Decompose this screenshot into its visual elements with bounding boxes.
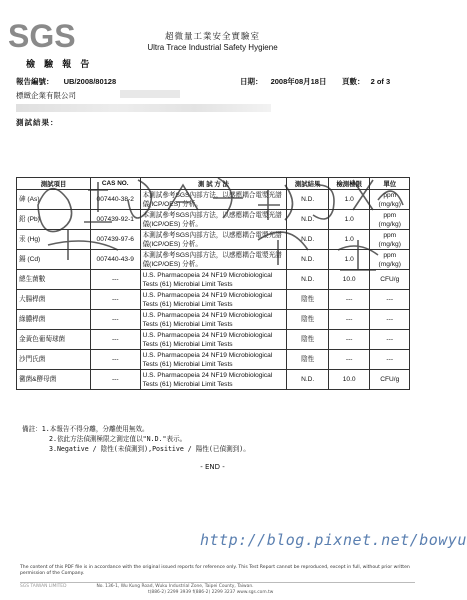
cell-limit: 10.0 xyxy=(328,370,370,390)
cell-method: U.S. Pharmacopeia 24 NF19 Microbiological Tests (61) Microbial Limit Tests xyxy=(140,270,287,290)
cell-method: U.S. Pharmacopeia 24 NF19 Microbiological Tests (61) Microbial Limit Tests xyxy=(140,290,287,310)
disclaimer-text: The content of this PDF file is in accordance with the original issued reports for reference only. This Test Report cannot be reproduced, except in full, without prior written permission of the Company. xyxy=(20,565,410,576)
cell-result: 陰性 xyxy=(287,350,329,370)
notes-label: 備註： xyxy=(22,425,42,433)
doc-title: 檢 驗 報 告 xyxy=(26,60,93,70)
cell-unit: CFU/g xyxy=(370,370,410,390)
cell-result: N.D. xyxy=(287,190,329,210)
cell-method: U.S. Pharmacopeia 24 NF19 Microbiological Tests (61) Microbial Limit Tests xyxy=(140,330,287,350)
table-row xyxy=(17,310,410,330)
cell-limit: --- xyxy=(328,290,370,310)
cell-item: 砷 (As) xyxy=(17,190,91,210)
footer-address: No. 136-1, Wu Kung Road, Wuku Industrial Zone, Taipei County, Taiwan. xyxy=(96,584,254,589)
cell-method: U.S. Pharmacopeia 24 NF19 Microbiological Tests (61) Microbial Limit Tests xyxy=(140,310,287,330)
col-result-header: 測試結果 xyxy=(287,178,329,190)
cell-result: N.D. xyxy=(287,210,329,230)
cell-method: U.S. Pharmacopeia 24 NF19 Microbiological Tests (61) Microbial Limit Tests xyxy=(140,370,287,390)
cell-cas: 007440-43-9 xyxy=(90,250,140,270)
cell-unit: --- xyxy=(370,350,410,370)
cell-unit: --- xyxy=(370,310,410,330)
cell-limit: 1.0 xyxy=(328,250,370,270)
note-line-2: 2.依此方法偵測極限之測定值以"N.D."表示。 xyxy=(49,435,187,443)
cell-result: N.D. xyxy=(287,250,329,270)
cell-limit: --- xyxy=(328,350,370,370)
footer xyxy=(20,584,415,595)
cell-cas: 007439-97-6 xyxy=(90,230,140,250)
cell-limit: --- xyxy=(328,330,370,350)
cell-item: 綠膿桿菌 xyxy=(17,310,91,330)
col-unit-header: 單位 xyxy=(370,178,410,190)
cell-item: 鎘 (Cd) xyxy=(17,250,91,270)
cell-result: 陰性 xyxy=(287,330,329,350)
cell-item: 黴菌&酵母菌 xyxy=(17,370,91,390)
results-label: 測試結果： xyxy=(16,118,59,127)
note-line-3: 3.Negative / 陰性(未偵測到),Positive / 陽性(已偵測到)。 xyxy=(49,445,250,453)
table-row xyxy=(17,350,410,370)
cell-method: 本測試參考SGS內部方法，以感應耦合電漿光譜儀(ICP/OES) 分析。 xyxy=(140,190,287,210)
cell-method: 本測試參考SGS內部方法，以感應耦合電漿光譜儀(ICP/OES) 分析。 xyxy=(140,210,287,230)
cell-item: 汞 (Hg) xyxy=(17,230,91,250)
redacted-block xyxy=(120,90,180,98)
table-row xyxy=(17,370,410,390)
logo-text: SGS xyxy=(8,18,76,54)
end-mark: - END - xyxy=(200,463,225,471)
cell-unit: --- xyxy=(370,330,410,350)
cell-limit: 1.0 xyxy=(328,230,370,250)
table-row xyxy=(17,210,410,230)
lab-name-cn: 超微量工業安全實驗室 xyxy=(164,32,260,42)
redacted-address xyxy=(16,104,271,112)
cell-method: U.S. Pharmacopeia 24 NF19 Microbiological Tests (61) Microbial Limit Tests xyxy=(140,350,287,370)
report-date: 2008年08月18日 xyxy=(270,77,327,86)
lab-name-en: Ultra Trace Industrial Safety Hygiene xyxy=(147,43,278,52)
report-number: UB/2008/80128 xyxy=(63,77,117,86)
footer-company: SGS TAIWAN LIMITED xyxy=(20,584,67,589)
cell-unit: ppm (mg/kg) xyxy=(370,250,410,270)
footer-contact: t(886-2) 2299 3939 f(886-2) 2299 3237 www.sgs.com.tw xyxy=(148,589,274,595)
notes-section xyxy=(22,424,250,454)
cell-unit: ppm (mg/kg) xyxy=(370,190,410,210)
results-table xyxy=(16,177,410,390)
cell-result: 陰性 xyxy=(287,310,329,330)
cell-item: 沙門氏菌 xyxy=(17,350,91,370)
cell-result: N.D. xyxy=(287,230,329,250)
cell-item: 總生菌數 xyxy=(17,270,91,290)
report-number-row xyxy=(16,76,116,87)
cell-unit: CFU/g xyxy=(370,270,410,290)
cell-cas: --- xyxy=(90,310,140,330)
report-page: 2 of 3 xyxy=(370,77,391,86)
cell-unit: --- xyxy=(370,290,410,310)
report-page-row xyxy=(342,76,390,87)
report-page-label: 頁數： xyxy=(342,77,365,86)
col-method-header: 測 試 方 法 xyxy=(140,178,287,190)
cell-cas: --- xyxy=(90,290,140,310)
cell-result: 陰性 xyxy=(287,290,329,310)
cell-item: 鉛 (Pb) xyxy=(17,210,91,230)
cell-limit: 1.0 xyxy=(328,210,370,230)
cell-limit: --- xyxy=(328,310,370,330)
table-row xyxy=(17,290,410,310)
cell-cas: --- xyxy=(90,350,140,370)
cell-method: 本測試參考SGS內部方法，以感應耦合電漿光譜儀(ICP/OES) 分析。 xyxy=(140,250,287,270)
table-row xyxy=(17,230,410,250)
report-number-label: 報告編號： xyxy=(16,77,54,86)
col-limit-header: 檢測極限 xyxy=(328,178,370,190)
cell-result: N.D. xyxy=(287,270,329,290)
table-row xyxy=(17,190,410,210)
client-name: 標緻企業有限公司 xyxy=(16,91,76,100)
table-row xyxy=(17,270,410,290)
table-row xyxy=(17,250,410,270)
cell-item: 大腸桿菌 xyxy=(17,290,91,310)
col-cas-header: CAS NO. xyxy=(90,178,140,190)
table-row xyxy=(17,330,410,350)
cell-cas: --- xyxy=(90,270,140,290)
cell-unit: ppm (mg/kg) xyxy=(370,210,410,230)
note-line-1: 備註：1.本報告不得分離，分離使用無效。 xyxy=(22,425,149,433)
cell-cas: --- xyxy=(90,370,140,390)
cell-cas: --- xyxy=(90,330,140,350)
cell-limit: 10.0 xyxy=(328,270,370,290)
cell-limit: 1.0 xyxy=(328,190,370,210)
report-date-label: 日期： xyxy=(240,77,263,86)
cell-method: 本測試參考SGS內部方法，以感應耦合電漿光譜儀(ICP/OES) 分析。 xyxy=(140,230,287,250)
cell-unit: ppm (mg/kg) xyxy=(370,230,410,250)
results-table-body xyxy=(17,190,410,390)
footer-divider xyxy=(20,582,415,583)
cell-cas: 007439-92-1 xyxy=(90,210,140,230)
report-date-row xyxy=(240,76,326,87)
table-header-row xyxy=(17,178,410,190)
cell-cas: 007440-38-2 xyxy=(90,190,140,210)
cell-result: N.D. xyxy=(287,370,329,390)
cell-item: 金黃色葡萄球菌 xyxy=(17,330,91,350)
blog-watermark: http://blog.pixnet.net/bowyu xyxy=(200,531,467,549)
col-item-header: 測試項目 xyxy=(17,178,91,190)
